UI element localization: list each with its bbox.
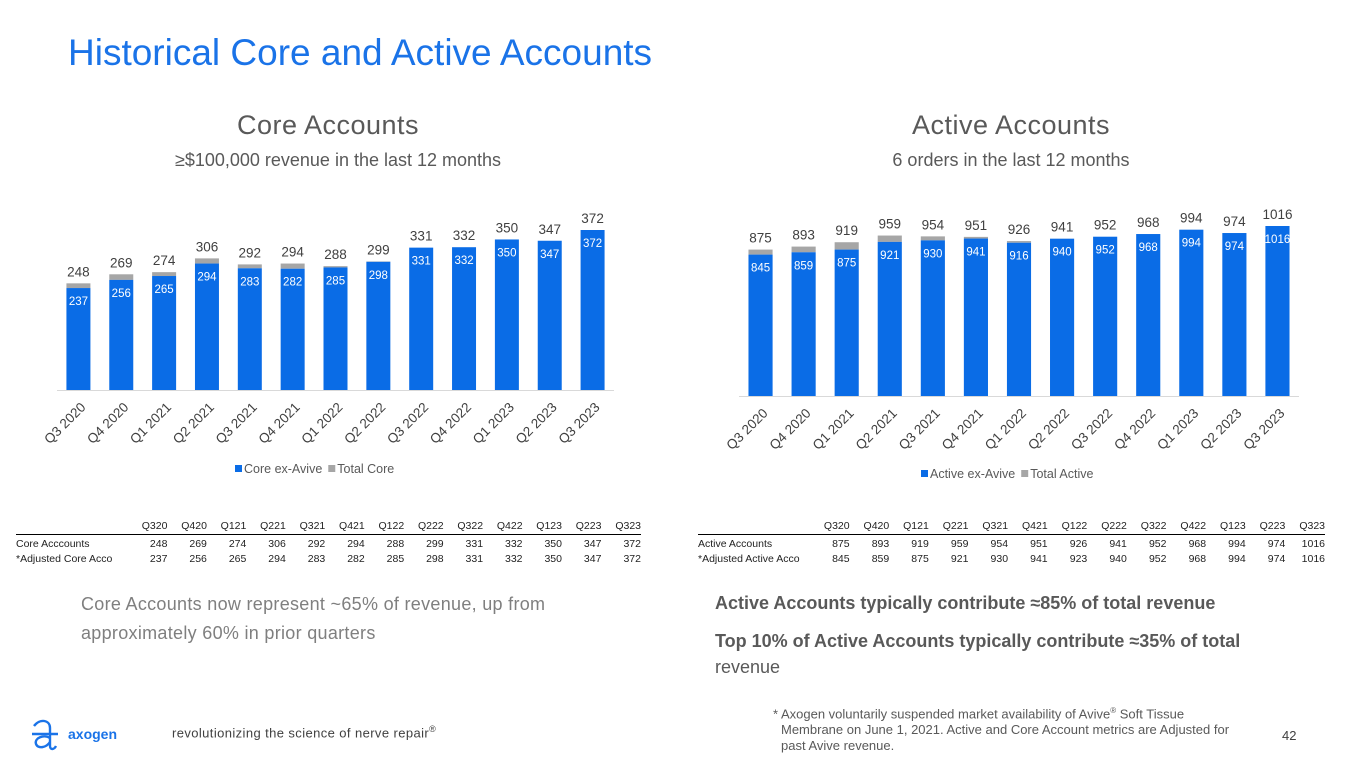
x-tick-label: Q1 2021	[127, 399, 175, 447]
table-cell: 1016	[1301, 538, 1325, 550]
table-corner	[16, 518, 128, 535]
legend-swatch-ex-avive	[921, 470, 928, 477]
total-data-label: 959	[878, 216, 902, 232]
active-note-2-tail: revenue	[715, 657, 781, 677]
table-header: Q223	[1246, 518, 1286, 535]
tagline	[172, 724, 436, 740]
bar-total-6	[1007, 241, 1031, 243]
footnote	[773, 703, 1283, 754]
table-cell: 332	[505, 553, 523, 565]
table-cell: 347	[583, 553, 602, 565]
table-cell: 331	[465, 538, 484, 550]
table-header: Q222	[404, 518, 443, 535]
table-cell: 265	[228, 553, 247, 565]
table-header: Q420	[850, 518, 890, 535]
table-cell: 968	[1188, 538, 1207, 550]
total-data-label: 274	[152, 253, 176, 269]
total-data-label: 893	[792, 227, 815, 243]
ex-avive-data-label: 941	[966, 246, 986, 259]
x-tick-label: Q1 2022	[981, 405, 1030, 453]
table-cell: 347	[583, 538, 602, 550]
axogen-logo	[30, 716, 130, 757]
tagline-reg-mark: ®	[429, 724, 437, 734]
legend-label-ex-avive: Core ex-Avive	[244, 462, 323, 476]
table-cell: 299	[426, 538, 444, 550]
table-corner	[698, 518, 810, 535]
x-tick-label: Q4 2022	[426, 399, 475, 447]
table-cell: 859	[871, 553, 890, 565]
footnote-reg-mark: ®	[1110, 706, 1117, 715]
table-header: Q221	[929, 518, 969, 535]
table-header: Q420	[167, 518, 206, 535]
table-cell: 332	[505, 538, 523, 550]
footnote-line-1-rest: Soft Tissue	[1116, 706, 1185, 722]
ex-avive-data-label: 265	[154, 284, 174, 297]
table-cell: 256	[189, 553, 207, 565]
table-header: Q320	[128, 518, 167, 535]
table-header: Q123	[523, 518, 562, 535]
page-title: Historical Core and Active Accounts	[68, 32, 653, 73]
table-row	[698, 550, 1325, 565]
active-chart-title: Active Accounts	[911, 110, 1111, 140]
table-cell: 331	[465, 553, 484, 565]
ex-avive-data-label: 331	[411, 255, 431, 268]
ex-avive-data-label: 332	[454, 255, 474, 268]
legend-label-total: Total Core	[337, 462, 395, 476]
active-accounts-notes	[715, 590, 1315, 680]
total-data-label: 331	[409, 228, 433, 244]
table-cell: 951	[1030, 538, 1048, 550]
bar-ex-avive-3	[878, 242, 902, 396]
total-data-label: 299	[367, 242, 390, 258]
ex-avive-data-label: 930	[923, 248, 943, 261]
ex-avive-data-label: 282	[283, 276, 303, 289]
ex-avive-data-label: 968	[1138, 242, 1158, 255]
table-cell: 237	[149, 553, 168, 565]
x-tick-label: Q2 2021	[852, 405, 900, 453]
table-cell: 923	[1069, 553, 1088, 565]
legend-swatch-total	[1021, 470, 1028, 477]
table-header: Q223	[562, 518, 601, 535]
total-data-label: 951	[964, 217, 988, 233]
total-data-label: 919	[835, 223, 858, 239]
table-cell: 941	[1109, 538, 1127, 550]
bar-ex-avive-0	[748, 255, 772, 396]
bar-total-1	[792, 247, 816, 253]
table-cell: 921	[950, 553, 969, 565]
x-tick-label: Q4 2022	[1111, 405, 1159, 453]
core-chart-title: Core Accounts	[236, 110, 420, 140]
table-cell: 952	[1148, 538, 1167, 550]
table-header: Q323	[601, 518, 641, 535]
table-header: Q421	[1008, 518, 1048, 535]
ex-avive-data-label: 1016	[1264, 234, 1291, 246]
x-tick-label: Q3 2021	[895, 405, 943, 453]
x-tick-label: Q4 2021	[938, 405, 987, 453]
ex-avive-data-label: 875	[837, 257, 857, 270]
table-header: Q121	[889, 518, 929, 535]
bar-ex-avive-11	[1222, 233, 1246, 396]
bar-ex-avive-4	[921, 240, 945, 396]
table-cell: 269	[189, 538, 207, 550]
ex-avive-data-label: 347	[540, 248, 560, 261]
bar-ex-avive-10	[1179, 230, 1203, 396]
table-row	[16, 550, 641, 565]
bar-ex-avive-2	[835, 250, 859, 396]
bar-ex-avive-7	[1050, 239, 1074, 396]
table-cell: 940	[1109, 553, 1127, 565]
table-cell: 974	[1267, 553, 1286, 565]
table-cell: 845	[832, 553, 850, 565]
table-cell: 288	[386, 538, 405, 550]
x-tick-label: Q1 2021	[809, 405, 857, 453]
total-data-label: 952	[1093, 217, 1117, 233]
bar-total-2	[835, 242, 859, 249]
table-cell: 959	[950, 538, 969, 550]
table-cell: 875	[911, 553, 929, 565]
ex-avive-data-label: 256	[111, 287, 131, 300]
bar-total-3	[878, 236, 902, 242]
ex-avive-data-label: 845	[750, 262, 771, 275]
table-cell: 294	[347, 538, 365, 550]
x-tick-label: Q2 2023	[512, 399, 560, 447]
table-cell: 294	[268, 553, 286, 565]
x-tick-label: Q3 2022	[1068, 405, 1116, 453]
total-data-label: 347	[538, 221, 561, 237]
table-cell: 941	[1030, 553, 1048, 565]
bar-ex-avive-12	[1265, 226, 1289, 396]
table-cell: 930	[990, 553, 1009, 565]
core-accounts-table	[16, 518, 641, 565]
table-cell: 298	[426, 553, 444, 565]
table-header: Q320	[810, 518, 850, 535]
table-cell: 974	[1267, 538, 1286, 550]
bar-ex-avive-6	[1007, 243, 1031, 396]
table-cell: 994	[1228, 538, 1246, 550]
total-data-label: 941	[1050, 219, 1074, 235]
table-cell: 875	[832, 538, 850, 550]
legend-label-ex-avive: Active ex-Avive	[930, 467, 1016, 481]
active-accounts-table	[698, 518, 1325, 565]
row-label: Core Acccounts	[16, 538, 90, 550]
table-cell: 285	[386, 553, 405, 565]
table-header: Q322	[1127, 518, 1167, 535]
x-tick-label: Q2 2022	[341, 399, 389, 447]
ex-avive-data-label: 285	[325, 275, 346, 288]
table-header: Q322	[444, 518, 483, 535]
total-data-label: 294	[281, 244, 304, 260]
table-header: Q422	[483, 518, 522, 535]
table-cell: 372	[623, 553, 641, 565]
legend-label-total: Total Active	[1030, 467, 1094, 481]
table-header: Q121	[207, 518, 246, 535]
bar-total-0	[748, 250, 772, 255]
x-tick-label: Q3 2020	[723, 405, 771, 453]
total-data-label: 994	[1180, 210, 1203, 226]
row-label: *Adjusted Core Acco	[16, 553, 113, 565]
active-chart-subtitle: 6 orders in the last 12 months	[892, 150, 1130, 170]
total-data-label: 974	[1223, 214, 1246, 230]
active-note-2: Top 10% of Active Accounts typically contribute ≈35% of total	[715, 631, 1241, 651]
table-header: Q221	[246, 518, 285, 535]
x-tick-label: Q3 2021	[212, 399, 260, 447]
table-cell: 350	[544, 553, 562, 565]
ex-avive-data-label: 350	[497, 247, 517, 260]
total-data-label: 1016	[1262, 207, 1293, 222]
x-tick-label: Q4 2021	[255, 399, 303, 447]
row-label: Active Accounts	[698, 538, 773, 550]
ex-avive-data-label: 940	[1052, 246, 1072, 259]
x-tick-label: Q3 2022	[384, 399, 432, 447]
total-data-label: 926	[1007, 222, 1031, 238]
table-header: Q122	[365, 518, 404, 535]
table-header: Q222	[1087, 518, 1127, 535]
total-data-label: 306	[195, 239, 219, 255]
x-tick-label: Q2 2023	[1197, 405, 1245, 453]
x-tick-label: Q4 2020	[84, 399, 132, 447]
ex-avive-data-label: 372	[582, 238, 603, 250]
table-row	[698, 535, 1325, 551]
table-cell: 274	[228, 538, 247, 550]
ex-avive-data-label: 952	[1095, 244, 1115, 257]
active-note-1: Active Accounts typically contribute ≈85% of total revenue	[715, 593, 1216, 613]
table-cell: 1016	[1301, 553, 1325, 565]
ex-avive-data-label: 298	[368, 269, 388, 282]
table-cell: 282	[347, 553, 365, 565]
table-cell: 893	[871, 538, 890, 550]
bar-total-4	[921, 236, 945, 240]
total-data-label: 292	[238, 245, 262, 261]
table-cell: 306	[268, 538, 286, 550]
page-number: 42	[1282, 728, 1297, 743]
table-header: Q321	[286, 518, 325, 535]
ex-avive-data-label: 974	[1224, 241, 1244, 254]
x-tick-label: Q2 2021	[169, 399, 218, 447]
table-cell: 968	[1188, 553, 1207, 565]
ex-avive-data-label: 859	[794, 260, 814, 273]
x-tick-label: Q2 2022	[1024, 405, 1073, 453]
total-data-label: 269	[110, 255, 133, 271]
footnote-line-1: * Axogen voluntarily suspended market availability of Avive	[773, 706, 1111, 722]
table-cell: 919	[911, 538, 929, 550]
table-header: Q422	[1166, 518, 1206, 535]
table-row	[16, 535, 641, 551]
x-tick-label: Q4 2020	[766, 405, 814, 453]
table-cell: 952	[1148, 553, 1167, 565]
ex-avive-data-label: 294	[197, 271, 217, 284]
table-header: Q123	[1206, 518, 1246, 535]
bar-ex-avive-9	[1136, 234, 1160, 396]
core-chart-subtitle: ≥$100,000 revenue in the last 12 months	[174, 150, 502, 170]
x-tick-label: Q3 2023	[1240, 405, 1288, 453]
table-header: Q421	[325, 518, 364, 535]
table-cell: 248	[149, 538, 168, 550]
table-cell: 292	[307, 538, 326, 550]
ex-avive-data-label: 921	[880, 249, 900, 262]
x-tick-label: Q1 2022	[298, 399, 346, 447]
table-cell: 350	[544, 538, 562, 550]
core-accounts-note: Core Accounts now represent ~65% of revenue, up from approximately 60% in prior quarters	[81, 594, 546, 643]
table-cell: 372	[623, 538, 641, 550]
total-data-label: 332	[452, 228, 476, 244]
x-tick-label: Q3 2023	[555, 399, 603, 447]
total-data-label: 954	[921, 217, 945, 233]
table-header: Q321	[968, 518, 1008, 535]
total-data-label: 372	[581, 211, 604, 226]
x-tick-label: Q1 2023	[469, 399, 518, 447]
total-data-label: 248	[67, 264, 90, 280]
table-header: Q122	[1048, 518, 1088, 535]
table-cell: 283	[307, 553, 326, 565]
table-cell: 926	[1069, 538, 1088, 550]
row-label: *Adjusted Active Acco	[698, 553, 800, 565]
bar-total-5	[964, 237, 988, 239]
x-tick-label: Q3 2020	[41, 399, 89, 447]
footnote-line-2: Membrane on June 1, 2021. Active and Core Account metrics are Adjusted for	[781, 722, 1230, 738]
tagline-text: revolutionizing the science of nerve repair	[172, 725, 430, 741]
logo-text: axogen	[68, 726, 118, 742]
total-data-label: 350	[495, 220, 519, 236]
ex-avive-data-label: 994	[1181, 237, 1201, 250]
footnote-line-3: past Avive revenue.	[781, 738, 895, 754]
ex-avive-data-label: 283	[240, 276, 260, 289]
ex-avive-data-label: 237	[68, 296, 89, 309]
total-data-label: 288	[324, 247, 347, 263]
total-data-label: 875	[749, 230, 772, 246]
ex-avive-data-label: 916	[1009, 250, 1029, 263]
axogen-logo-icon	[30, 716, 130, 752]
table-cell: 994	[1228, 553, 1246, 565]
bar-ex-avive-5	[964, 239, 988, 396]
total-data-label: 968	[1136, 215, 1160, 231]
bar-ex-avive-1	[792, 252, 816, 396]
table-cell: 954	[990, 538, 1009, 550]
bar-ex-avive-8	[1093, 237, 1117, 396]
x-tick-label: Q1 2023	[1154, 405, 1202, 453]
table-header: Q323	[1285, 518, 1325, 535]
